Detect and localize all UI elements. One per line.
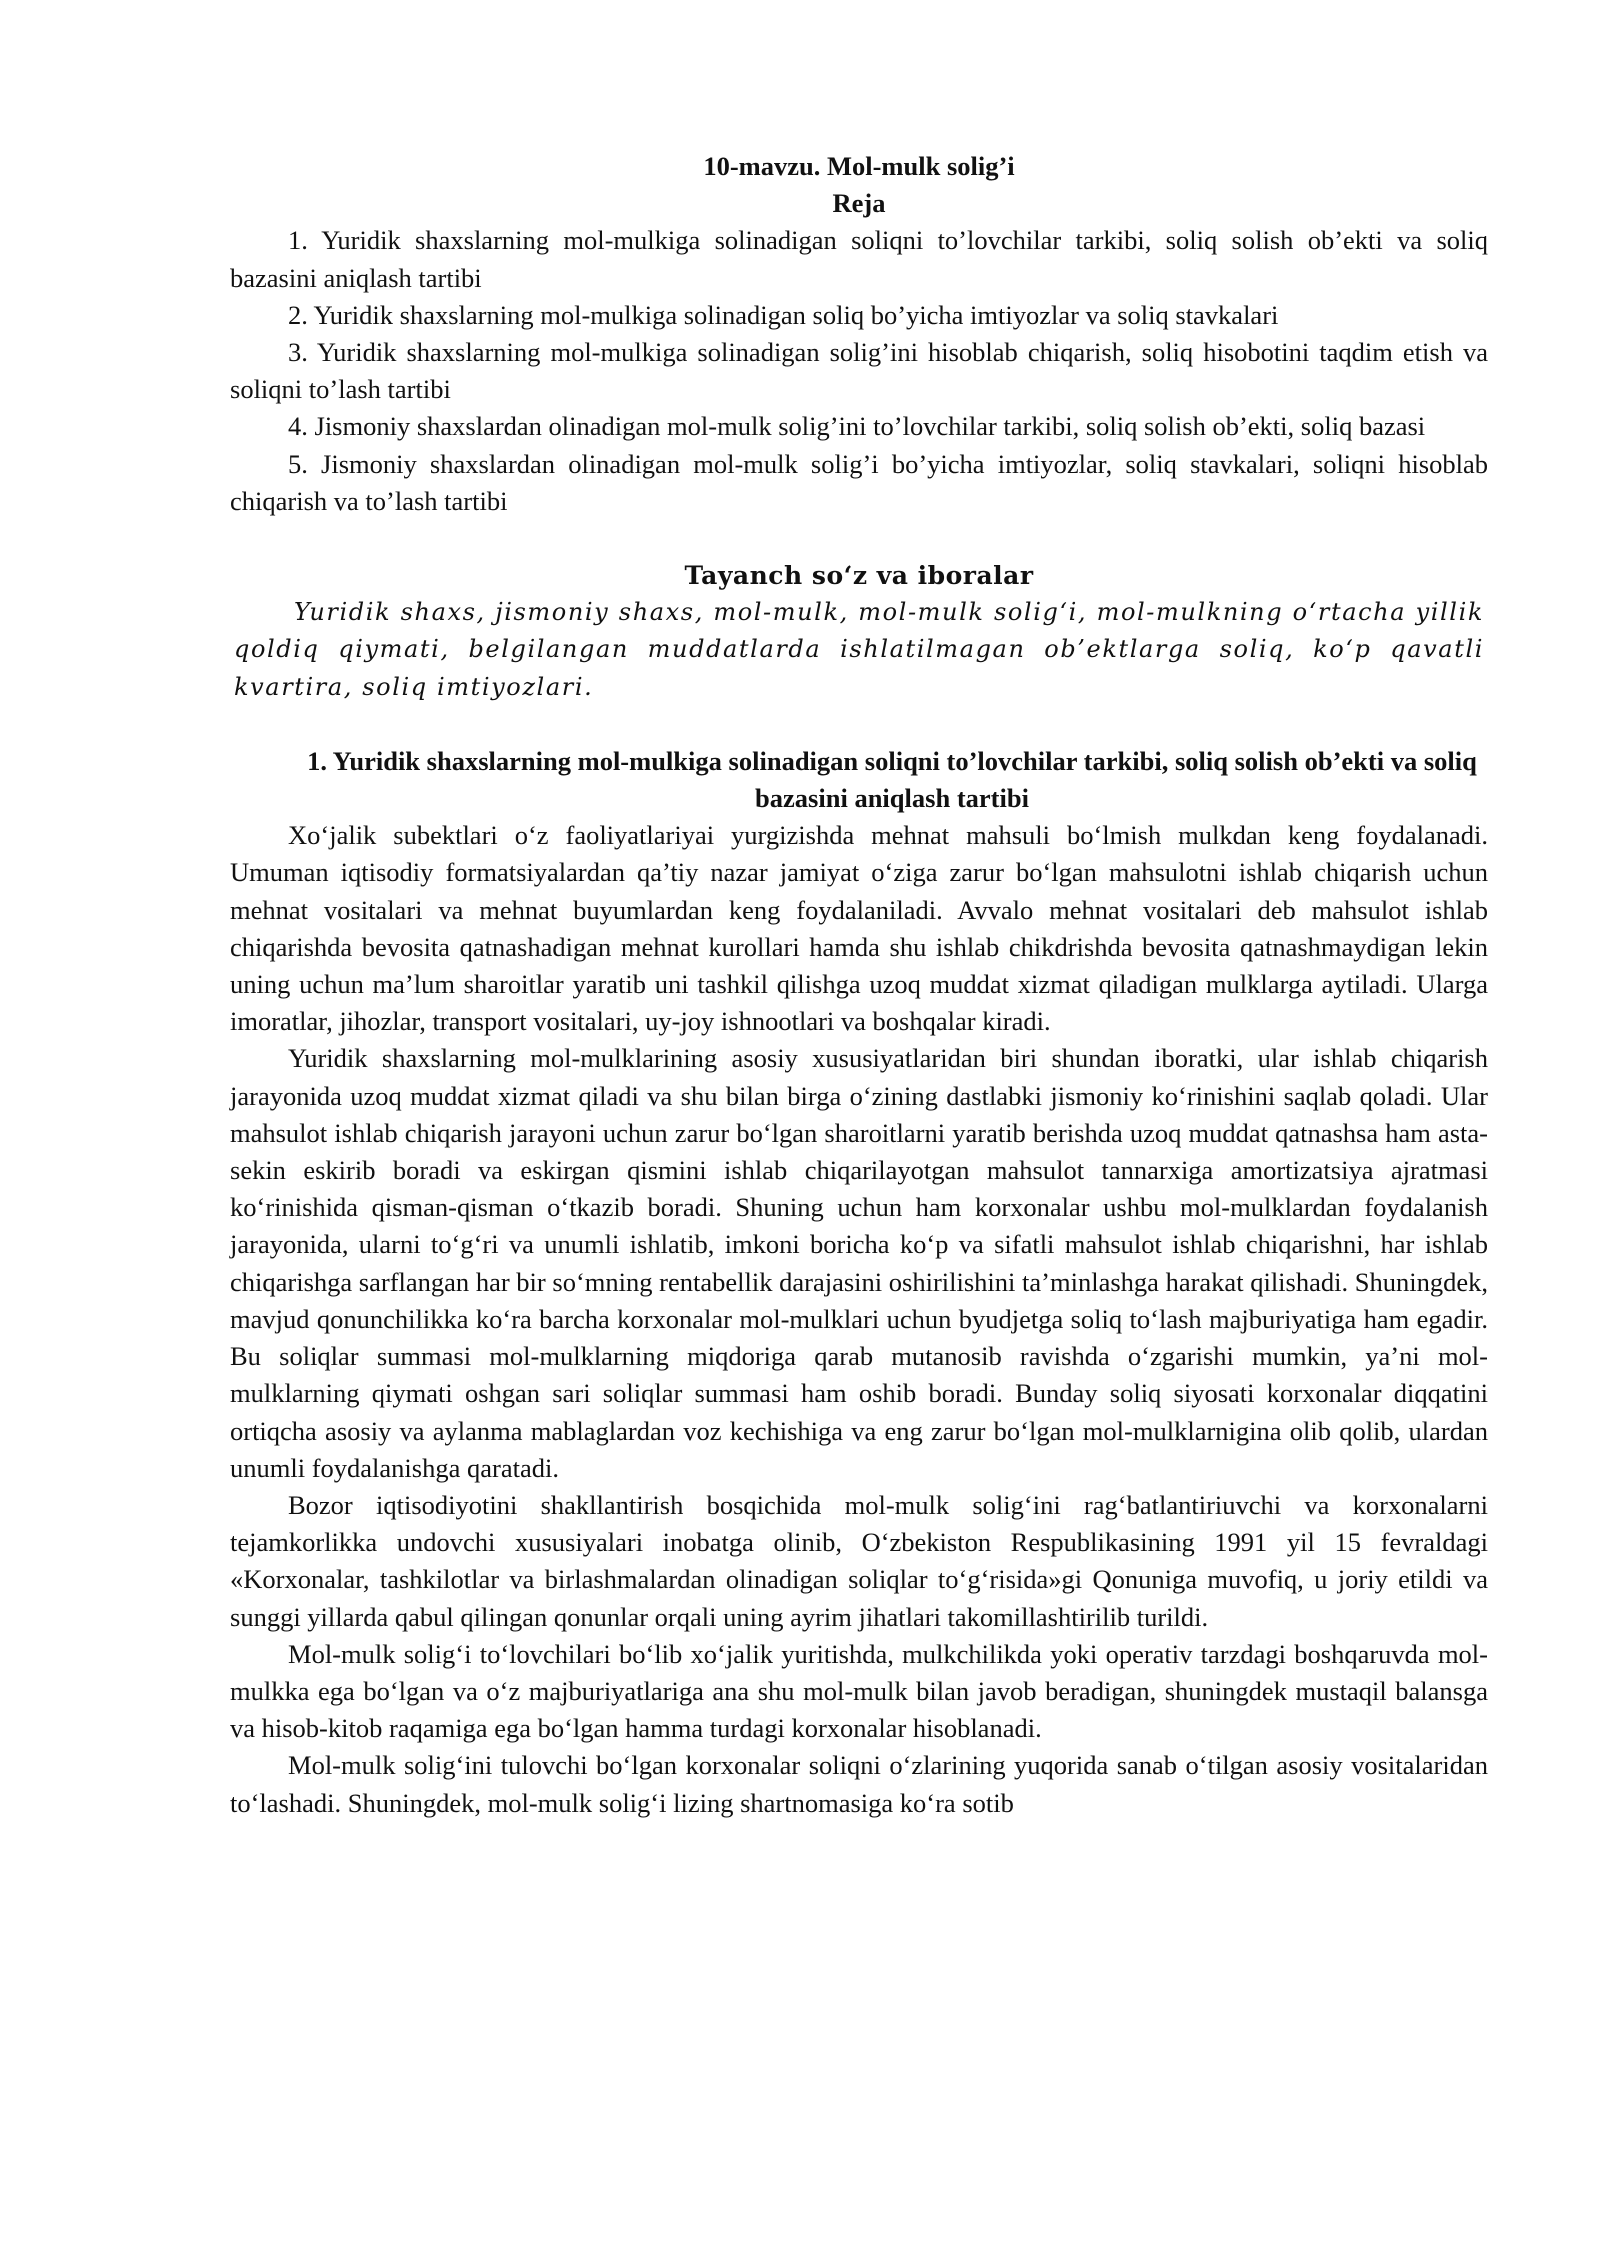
spacer: [230, 706, 1488, 743]
body-paragraph: Yuridik shaxslarning mol-mulklarining asosiy xususiyatlaridan biri shundan iboratki, ular ishlab chiqarish jarayonida uzoq muddat xizmat qiladi va shu bilan birga o‘zining dastlabki jismoniy ko‘rinishini saqlab qoladi. Ular mahsulot ishlab chiqarish jarayoni uchun zarur bo‘lgan sharoitlarni yaratib berishda uzoq muddat qatnashsa ham asta-sekin eskirib boradi va eskirgan qismini ishlab chiqarilayotgan mahsulot tannarxiga amortizatsiya ajratmasi ko‘rinishida qisman-qisman o‘tkazib boradi. Shuning uchun ham korxonalar ushbu mol-mulklardan foydalanish jarayonida, ularni to‘g‘ri va unumli ishlatib, imkoni boricha ko‘p va sifatli mahsulot ishlab chiqarishni, har ishlab chiqarishga sarflangan har bir so‘mning rentabellik darajasini oshirilishini ta’minlashga harakat qilishadi. Shuningdek, mavjud qonunchilikka ko‘ra barcha korxonalar mol-mulklari uchun byudjetga soliq to‘lash majburiyatiga ham egadir. Bu soliqlar summasi mol-mulklarning miqdoriga qarab mutanosib ravishda o‘zgarishi mumkin, ya’ni mol-mulklarning qiymati oshgan sari soliqlar summasi ham oshib boradi. Bunday soliq siyosati korxonalar diqqatini ortiqcha asosiy va aylanma mablaglardan voz kechishiga va eng zarur bo‘lgan mol-mulklarnigina olib qolib, ulardan unumli foydalanishga qaratadi.: [230, 1043, 1488, 1483]
topic-title: 10-mavzu. Mol-mulk solig’i: [703, 151, 1015, 181]
spacer: [230, 520, 1488, 557]
plan-item: 5. Jismoniy shaxslardan olinadigan mol-mulk solig’i bo’yicha imtiyozlar, soliq stavkalari, soliqni hisoblab chiqarish va to’lash tartibi: [230, 448, 1488, 516]
plan-item: 3. Yuridik shaxslarning mol-mulkiga solinadigan solig’ini hisoblab chiqarish, soliq hisobotini taqdim etish va soliqni to’lash tartibi: [230, 337, 1488, 405]
section-heading: 1. Yuridik shaxslarning mol-mulkiga solinadigan soliqni to’lovchilar tarkibi, soliq solish ob’ekti va soliq bazasini aniqlash tartibi: [307, 745, 1477, 814]
document-page: [230, 148, 1488, 1822]
keywords-text: Yuridik shaxs, jismoniy shaxs, mol-mulk, mol-mulk solig‘i, mol-mulkning o‘rtacha yillik qoldiq qiymati, belgilangan muddatlarda ishlatilmagan ob’ektlarga soliq, ko‘p qavatli kvartira, soliq imtiyozlari.: [234, 598, 1484, 701]
body-paragraph: Xo‘jalik subektlari o‘z faoliyatlariyai yurgizishda mehnat mahsuli bo‘lmish mulkdan keng foydalanadi. Umuman iqtisodiy formatsiyalardan qa’tiy nazar jamiyat o‘ziga zarur bo‘lgan mahsulotni ishlab chiqarish uchun mehnat vositalari va mehnat buyumlardan keng foydalaniladi. Avvalo mehnat vositalari deb mahsulot ishlab chiqarishda bevosita qatnashadigan mehnat kurollari hamda shu ishlab chikdrishda bevosita qatnashmaydigan lekin uning uchun ma’lum sharoitlar yaratib uni tashkil qilishga uzoq muddat xizmat qiladigan mulklarga aytiladi. Ularga imoratlar, jihozlar, transport vositalari, uy-joy ishnootlari va boshqalar kiradi.: [230, 820, 1488, 1037]
body-paragraph: Mol-mulk solig‘ini tulovchi bo‘lgan korxonalar soliqni o‘zlarining yuqorida sanab o‘tilgan asosiy vositalaridan to‘lashadi. Shuningdek, mol-mulk solig‘i lizing shartnomasiga ko‘ra sotib: [230, 1750, 1488, 1818]
plan-item: 1. Yuridik shaxslarning mol-mulkiga solinadigan soliqni to’lovchilar tarkibi, soliq solish ob’ekti va soliq bazasini aniqlash tartibi: [230, 225, 1488, 293]
body-paragraph: Mol-mulk solig‘i to‘lovchilari bo‘lib xo‘jalik yuritishda, mulkchilikda yoki operativ tarzdagi boshqaruvda mol-mulkka ega bo‘lgan va o‘z majburiyatlariga ana shu mol-mulk bilan javob beradigan, shuningdek mustaqil balansga va hisob-kitob raqamiga ega bo‘lgan hamma turdagi korxonalar hisoblanadi.: [230, 1638, 1488, 1744]
plan-list: [230, 222, 1488, 520]
plan-item: 4. Jismoniy shaxslardan olinadigan mol-mulk solig’ini to’lovchilar tarkibi, soliq solish ob’ekti, soliq bazasi: [288, 411, 1426, 442]
keywords-heading: Tayanch so‘z va iboralar: [684, 561, 1034, 591]
plan-item: 2. Yuridik shaxslarning mol-mulkiga solinadigan soliq bo’yicha imtiyozlar va soliq stavkalari: [288, 299, 1279, 330]
plan-heading: Reja: [832, 188, 886, 219]
body-paragraph: Bozor iqtisodiyotini shakllantirish bosqichida mol-mulk solig‘ini rag‘batlantiriuvchi va korxonalarni tejamkorlikka undovchi xususiyalari inobatga olinib, O‘zbekiston Respublikasining 1991 yil 15 fevraldagi «Korxonalar, tashkilotlar va birlashmalardan olinadigan soliqlar to‘g‘risida»gi Qonuniga muvofiq, u joriy etildi va sunggi yillarda qabul qilingan qonunlar orqali uning ayrim jihatlari takomillashtirilib turildi.: [230, 1489, 1488, 1632]
